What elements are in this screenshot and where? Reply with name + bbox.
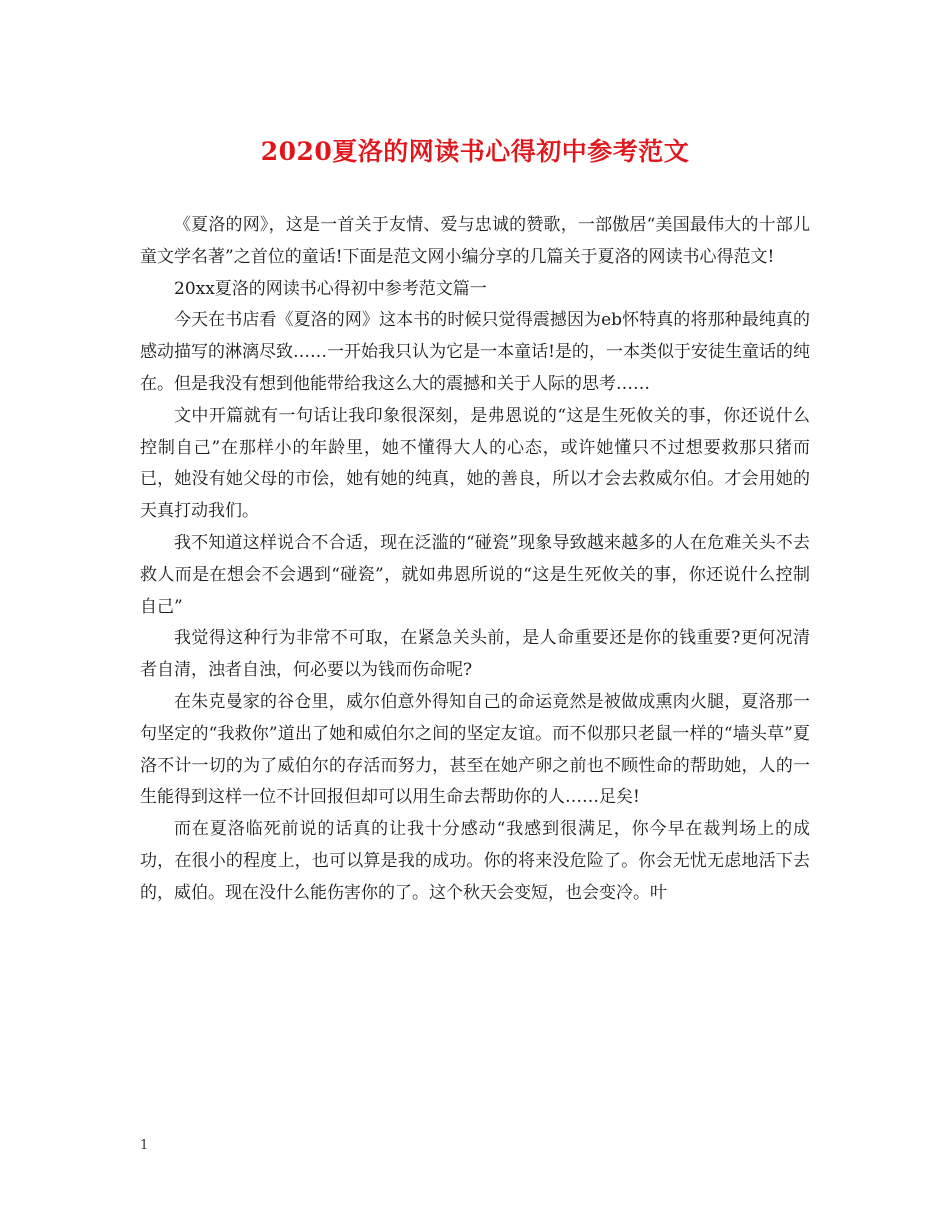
paragraph-intro: 《夏洛的网》，这是一首关于友情、爱与忠诚的赞歌，一部傲居“美国最伟大的十部儿童文学名著”之首位的童话!下面是范文网小编分享的几篇关于夏洛的网读书心得范文! — [140, 215, 810, 267]
document-body — [140, 210, 810, 910]
page-number: 1 — [140, 1138, 149, 1153]
paragraph-section-heading: 20xx夏洛的网读书心得初中参考范文篇一 — [174, 278, 487, 299]
paragraph: 文中开篇就有一句话让我印象很深刻，是弗恩说的“这是生死攸关的事，你还说什么控制自己”在那样小的年龄里，她不懂得大人的心态，或许她懂只不过想要救那只猪而已，她没有她父母的市侩，她有她的纯真，她的善良，所以才会去救威尔伯。才会用她的天真打动我们。 — [140, 405, 810, 522]
paragraph: 在朱克曼家的谷仓里，威尔伯意外得知自己的命运竟然是被做成熏肉火腿，夏洛那一句坚定的“我救你”道出了她和威伯尔之间的坚定友谊。而不似那只老鼠一样的“墙头草”夏洛不计一切的为了威伯尔的存活而努力，甚至在她产卵之前也不顾性命的帮助她，人的一生能得到这样一位不计回报但却可以用生命去帮助你的人……足矣! — [140, 691, 810, 808]
document-title: 2020夏洛的网读书心得初中参考范文 — [260, 137, 690, 166]
paragraph: 而在夏洛临死前说的话真的让我十分感动“我感到很满足，你今早在裁判场上的成功，在很小的程度上，也可以算是我的成功。你的将来没危险了。你会无忧无虑地活下去的，威伯。现在没什么能伤害你的了。这个秋天会变短，也会变冷。叶 — [140, 819, 810, 903]
paragraph: 我不知道这样说合不合适，现在泛滥的“碰瓷”现象导致越来越多的人在危难关头不去救人而是在想会不会遇到“碰瓷”，就如弗恩所说的“这是生死攸关的事，你还说什么控制自己” — [140, 532, 810, 617]
paragraph: 今天在书店看《夏洛的网》这本书的时候只觉得震撼因为eb怀特真的将那种最纯真的感动描写的淋漓尽致……一开始我只认为它是一本童话!是的，一本类似于安徒生童话的纯在。但是我没有想到他能带给我这么大的震撼和关于人际的思考…… — [140, 310, 810, 394]
paragraph: 我觉得这种行为非常不可取，在紧急关头前，是人命重要还是你的钱重要?更何况清者自清，浊者自浊，何必要以为钱而伤命呢? — [140, 628, 810, 681]
